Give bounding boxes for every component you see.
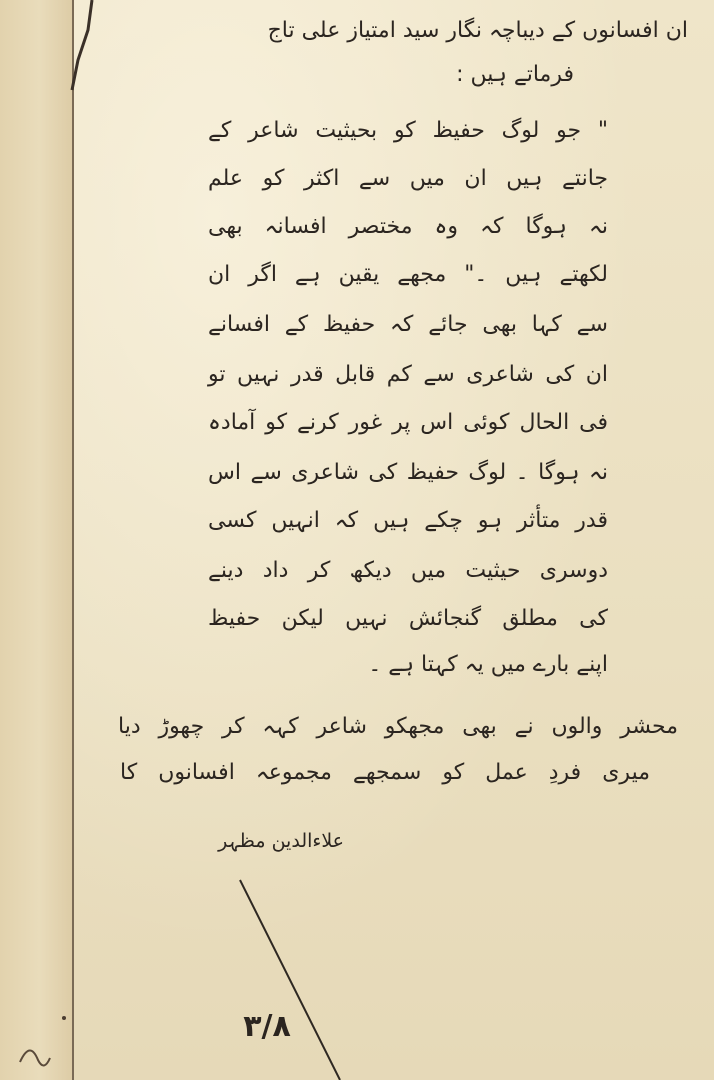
spine-ink-edge <box>72 0 92 90</box>
quote-line: قدر متأثر ہو چکے ہیں کہ انہیں کسی <box>208 508 608 533</box>
quote-line: فی الحال کوئی اس پر غور کرنے کو آمادہ <box>208 410 608 435</box>
verse-line-1: محشر والوں نے بھی مجھکو شاعر کہہ کر چھوڑ دیا <box>118 714 678 739</box>
quote-line: جانتے ہیں ان میں سے اکثر کو علم <box>208 166 608 191</box>
author-signature: علاءالدین مظہر <box>218 830 344 852</box>
margin-scribble <box>20 1050 50 1065</box>
intro-line-1: ان افسانوں کے دیباچہ نگار سید امتیاز علی تاج <box>267 18 688 43</box>
quote-line: دوسری حیثیت میں دیکھ کر داد دینے <box>208 558 608 583</box>
margin-dot <box>62 1016 66 1020</box>
quote-line: ان کی شاعری سے کم قابل قدر نہیں تو <box>208 362 608 387</box>
quote-line: نہ ہوگا ۔ لوگ حفیظ کی شاعری سے اس <box>208 460 608 485</box>
quote-line: سے کہا بھی جائے کہ حفیظ کے افسانے <box>208 312 608 337</box>
quote-line: اپنے بارے میں یہ کہتا ہے ۔ <box>368 652 608 677</box>
quote-line: نہ ہوگا کہ وہ مختصر افسانہ بھی <box>208 214 608 239</box>
quote-line: کی مطلق گنجائش نہیں لیکن حفیظ <box>208 606 608 631</box>
verse-line-2: میری فردِ عمل کو سمجھے مجموعہ افسانوں کا <box>120 760 650 785</box>
quote-line: " جو لوگ حفیظ کو بحیثیت شاعر کے <box>208 118 608 143</box>
page-number: ٣/٨ <box>243 1009 291 1044</box>
intro-line-2: فرماتے ہیں : <box>456 62 574 87</box>
pencil-slash <box>240 880 340 1080</box>
quote-line: لکھتے ہیں ۔" مجھے یقین ہے اگر ان <box>208 262 608 287</box>
